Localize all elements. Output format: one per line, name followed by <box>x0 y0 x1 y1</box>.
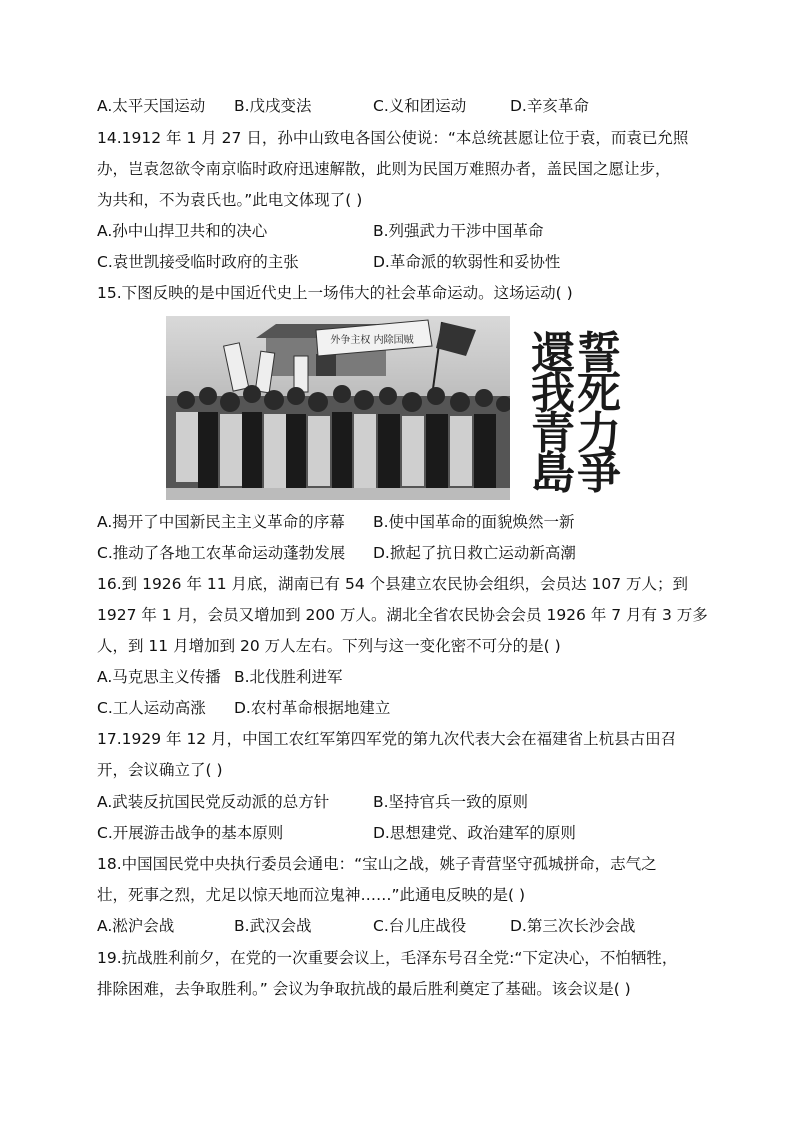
q15-stem-line-1: 15.下图反映的是中国近代史上一场伟大的社会革命运动。这场运动( ) <box>97 284 573 302</box>
slogan-char: 死 <box>577 368 621 419</box>
q18-option-a: A.淞沪会战 <box>97 917 175 935</box>
q18-option-c: C.台儿庄战役 <box>373 917 467 935</box>
q18-option-d: D.第三次长沙会战 <box>510 917 636 935</box>
may-fourth-figure <box>166 316 621 500</box>
q16-option-a: A.马克思主义传播 <box>97 668 221 686</box>
slogan-char: 爭 <box>577 448 621 499</box>
q16-option-b: B.北伐胜利进军 <box>234 668 343 686</box>
q13-option-d: D.辛亥革命 <box>510 97 589 115</box>
q18-option-b: B.武汉会战 <box>234 917 312 935</box>
slogan-char: 誓 <box>577 328 621 379</box>
banner-text: 外争主权 内除国贼 <box>330 335 414 346</box>
slogan-char: 青 <box>531 408 575 459</box>
q13-option-a: A.太平天国运动 <box>97 97 206 115</box>
q16-stem-line-3: 人，到 11 月增加到 20 万人左右。下列与这一变化密不可分的是( ) <box>97 637 561 655</box>
q17-option-d: D.思想建党、政治建军的原则 <box>373 824 576 842</box>
q18-stem-line-2: 壮，死事之烈，尤足以惊天地而泣鬼神……”此通电反映的是( ) <box>97 886 526 904</box>
q14-option-b: B.列强武力干涉中国革命 <box>373 222 544 240</box>
q15-option-b: B.使中国革命的面貌焕然一新 <box>373 513 575 531</box>
slogan-left-column <box>530 328 576 499</box>
q14-stem-line-1: 14.1912 年 1 月 27 日，孙中山致电各国公使说：“本总统甚愿让位于袁，而袁已允照 <box>97 129 689 147</box>
q16-stem-line-2: 1927 年 1 月，会员又增加到 200 万人。湖北全省农民协会会员 1926 年 7 月有 3 万多 <box>97 606 708 624</box>
slogan-char: 力 <box>577 408 621 459</box>
slogan-char: 我 <box>531 368 575 419</box>
q16-option-c: C.工人运动高涨 <box>97 699 206 717</box>
q14-option-a: A.孙中山捍卫共和的决心 <box>97 222 268 240</box>
slogan-right-column <box>576 328 622 499</box>
q13-option-b: B.戊戌变法 <box>234 97 312 115</box>
q15-option-a: A.揭开了中国新民主主义革命的序幕 <box>97 513 345 531</box>
protest-illustration <box>166 316 510 500</box>
q17-option-a: A.武装反抗国民党反动派的总方针 <box>97 793 330 811</box>
q19-stem-line-2: 排除困难，去争取胜利。” 会议为争取抗战的最后胜利奠定了基础。该会议是( ) <box>97 980 631 998</box>
q17-stem-line-2: 开，会议确立了( ) <box>97 761 223 779</box>
q13-option-c: C.义和团运动 <box>373 97 467 115</box>
q17-option-b: B.坚持官兵一致的原则 <box>373 793 529 811</box>
q19-stem-line-1: 19.抗战胜利前夕，在党的一次重要会议上，毛泽东号召全党:“下定决心，不怕牺牲， <box>97 949 678 967</box>
q14-option-d: D.革命派的软弱性和妥协性 <box>373 253 561 271</box>
q17-option-c: C.开展游击战争的基本原则 <box>97 824 284 842</box>
q16-option-d: D.农村革命根据地建立 <box>234 699 391 717</box>
q15-option-c: C.推动了各地工农革命运动蓬勃发展 <box>97 544 346 562</box>
q14-stem-line-2: 办，岂袁忽欲令南京临时政府迅速解散，此则为民国万难照办者，盖民国之愿让步， <box>97 160 671 178</box>
q14-stem-line-3: 为共和，不为袁氏也。”此电文体现了( ) <box>97 191 363 209</box>
slogan-char: 還 <box>531 328 575 379</box>
q18-stem-line-1: 18.中国国民党中央执行委员会通电：“宝山之战，姚子青营坚守孤城拼命，志气之 <box>97 855 657 873</box>
slogan-char: 島 <box>531 448 575 499</box>
q17-stem-line-1: 17.1929 年 12 月，中国工农红军第四军党的第九次代表大会在福建省上杭县古田召 <box>97 730 677 748</box>
q14-option-c: C.袁世凯接受临时政府的主张 <box>97 253 299 271</box>
q16-stem-line-1: 16.到 1926 年 11 月底，湖南已有 54 个县建立农民协会组织，会员达 107 万人；到 <box>97 575 689 593</box>
q15-option-d: D.掀起了抗日救亡运动新高潮 <box>373 544 576 562</box>
